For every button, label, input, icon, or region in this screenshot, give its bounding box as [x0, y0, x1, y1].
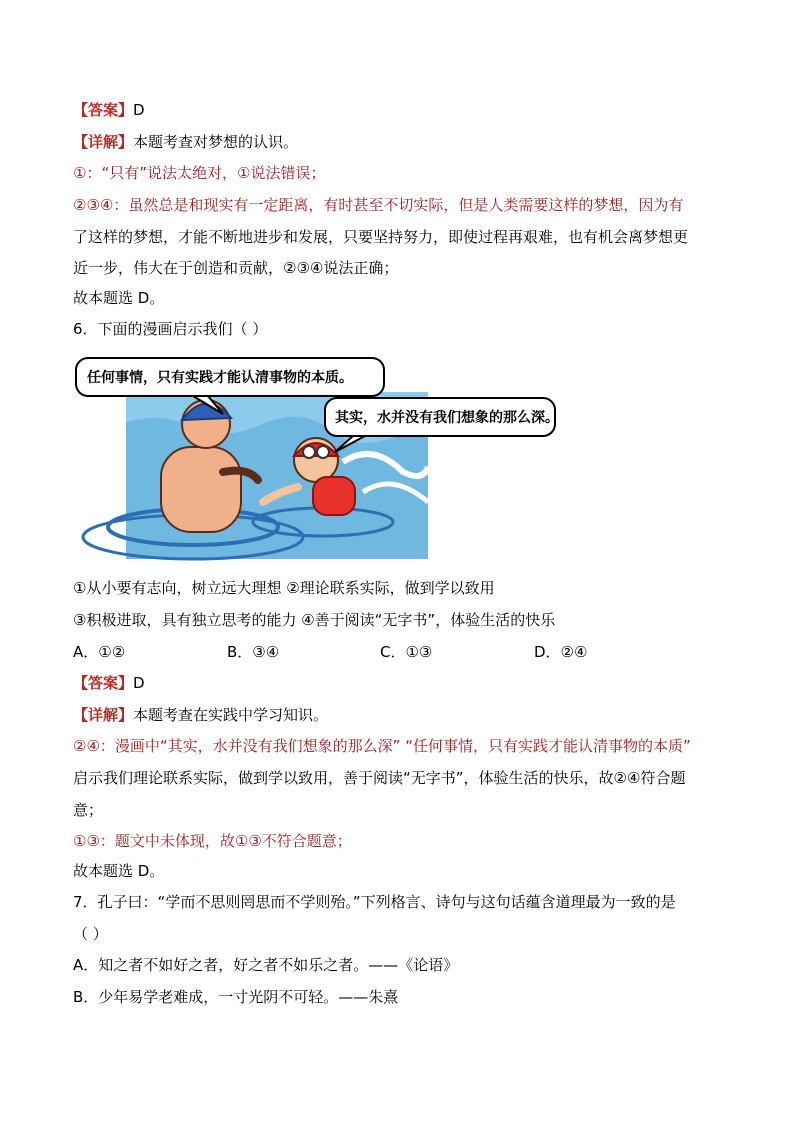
q6-detail-line4: ①③：题文中未体现，故①③不符合题意； [73, 832, 352, 850]
q5-conclusion: 故本题选 D。 [73, 289, 165, 307]
detail-label: 【详解】 [73, 706, 134, 724]
q7-stem-line1: 7．孔子曰：“学而不思则罔思而不学则殆。”下列格言、诗句与这句话蕴含道理最为一致的是 [73, 893, 676, 911]
comic-illustration [73, 352, 563, 562]
q6-option-a[interactable]: A．①② [73, 643, 126, 661]
q6-stem: 6．下面的漫画启示我们（ ） [73, 320, 268, 338]
child-speech-text: 其实，水并没有我们想象的那么深。 [335, 410, 559, 426]
q6-option-d[interactable]: D．②④ [534, 643, 588, 661]
teacher-speech-text: 任何事情，只有实践才能认清事物的本质。 [87, 370, 353, 386]
q6-detail-line2: 启示我们理论联系实际，做到学以致用，善于阅读“无字书”，体验生活的快乐，故②④符合题 [73, 769, 686, 787]
q6-detail-line3: 意； [73, 801, 104, 819]
q6-statements-line1: ①从小要有志向，树立远大理想 ②理论联系实际，做到学以致用 [73, 579, 495, 597]
q5-detail-line1: ①：“只有”说法太绝对，①说法错误； [73, 164, 326, 182]
detail-label: 【详解】 [73, 133, 134, 151]
q5-detail-intro [73, 132, 733, 152]
detail-intro-text: 本题考查对梦想的认识。 [133, 133, 299, 151]
q6-answer-line [73, 673, 733, 693]
q5-detail-line2: ②③④：虽然总是和现实有一定距离，有时甚至不切实际，但是人类需要这样的梦想，因为有 [73, 196, 684, 214]
q6-option-b[interactable]: B．③④ [227, 643, 280, 661]
teacher-body [161, 447, 241, 532]
q6-statements-line2: ③积极进取，具有独立思考的能力 ④善于阅读“无字书”，体验生活的快乐 [73, 611, 556, 629]
q7-option-a[interactable]: A．知之者不如好之者，好之者不如乐之者。——《论语》 [73, 956, 459, 974]
goggles [303, 446, 315, 458]
q6-option-c[interactable]: C．①③ [380, 643, 433, 661]
q6-detail-intro [73, 705, 733, 725]
answer-value: D [133, 101, 145, 119]
detail-intro-text: 本题考查在实践中学习知识。 [133, 706, 329, 724]
goggles [317, 446, 329, 458]
q5-answer-line [73, 100, 733, 120]
q6-conclusion: 故本题选 D。 [73, 862, 165, 880]
q7-stem-line2: （ ） [73, 925, 108, 943]
answer-label: 【答案】 [73, 101, 134, 119]
child-swimsuit [313, 477, 355, 515]
q5-detail-line3: 了这样的梦想，才能不断地进步和发展，只要坚持努力，即使过程再艰难，也有机会离梦想更 [73, 228, 689, 246]
answer-value: D [133, 674, 145, 692]
q6-detail-line1: ②④：漫画中“其实，水并没有我们想象的那么深” “任何事情，只有实践才能认清事物的本质” [73, 737, 691, 755]
answer-label: 【答案】 [73, 674, 134, 692]
q5-detail-line4: 近一步，伟大在于创造和贡献，②③④说法正确； [73, 259, 399, 277]
q7-option-b[interactable]: B．少年易学老难成，一寸光阴不可轻。——朱熹 [73, 988, 399, 1006]
